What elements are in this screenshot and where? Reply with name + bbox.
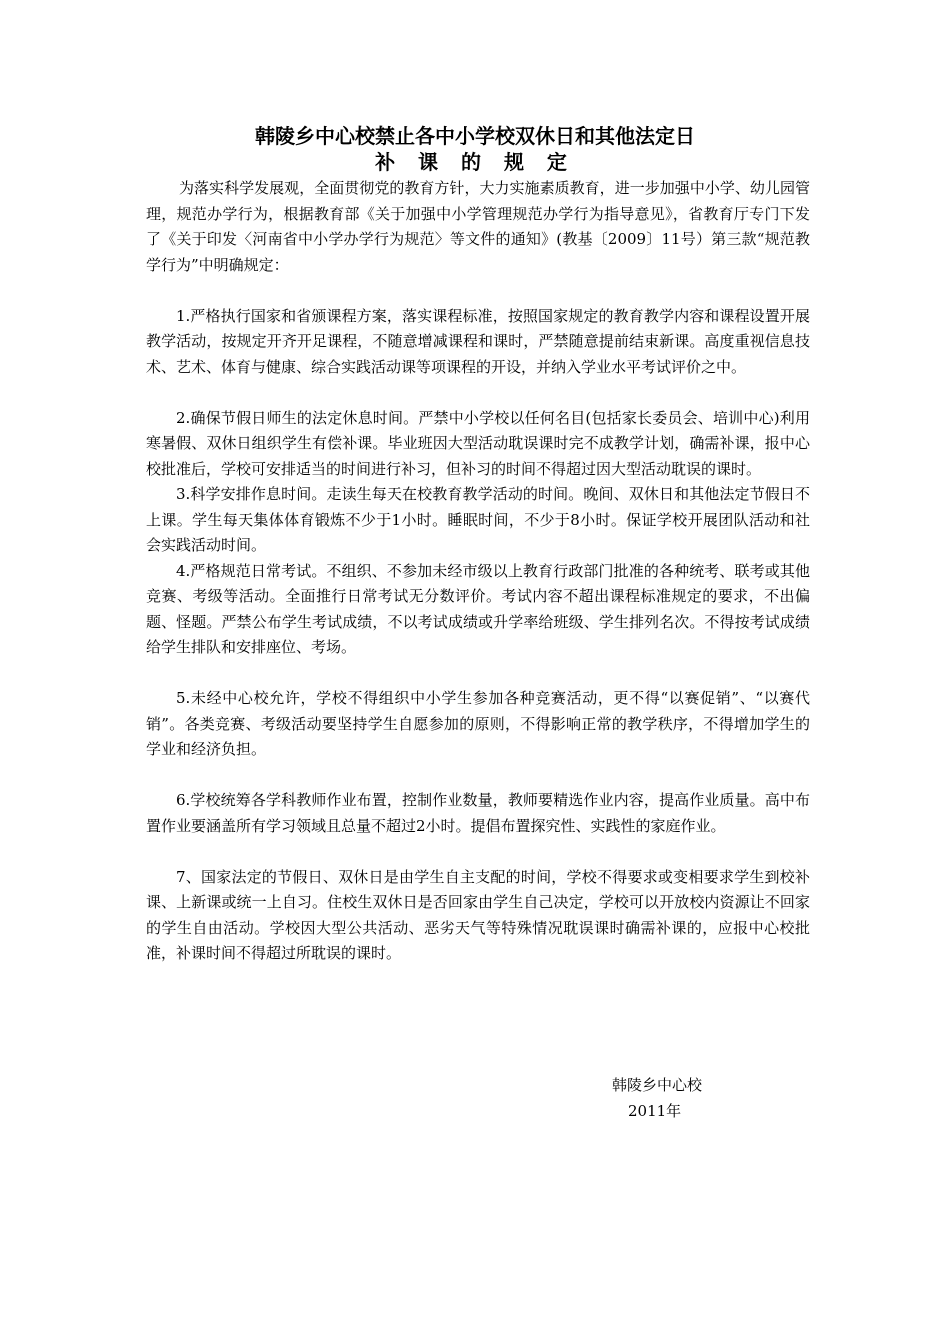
signature-year: 2011年 [628, 1102, 682, 1120]
rule-3-paragraph: 3.科学安排作息时间。走读生每天在校教育教学活动的时间。晚间、双休日和其他法定节假日不上课。学生每天集体体育锻炼不少于1小时。睡眠时间，不少于8小时。保证学校开展团队活动和社会实践活动时间。 [146, 485, 810, 554]
document-title: 韩陵乡中心校禁止各中小学校双休日和其他法定日 [255, 124, 695, 148]
rule-4-paragraph: 4.严格规范日常考试。不组织、不参加未经市级以上教育行政部门批准的各种统考、联考或其他竞赛、考级等活动。全面推行日常考试无分数评价。考试内容不超出课程标准规定的要求，不出偏题、怪题。严禁公布学生考试成绩，不以考试成绩或升学率给班级、学生排列名次。不得按考试成绩给学生排队和安排座位、考场。 [146, 561, 810, 656]
rule-1-paragraph: 1.严格执行国家和省颁课程方案，落实课程标准，按照国家规定的教育教学内容和课程设置开展教学活动，按规定开齐开足课程，不随意增减课程和课时，严禁随意提前结束新课。高度重视信息技术、艺术、体育与健康、综合实践活动课等项课程的开设，并纳入学业水平考试评价之中。 [146, 306, 810, 376]
rule-5-paragraph: 5.未经中心校允许，学校不得组织中小学生参加各种竞赛活动，更不得“以赛促销”、“以赛代销”。各类竞赛、考级活动要坚持学生自愿参加的原则，不得影响正常的教学秩序，不得增加学生的学业和经济负担。 [146, 689, 810, 758]
signature-organization: 韩陵乡中心校 [612, 1076, 703, 1094]
paragraph-gap [146, 278, 810, 304]
document-subtitle: 补 课 的 规 定 [375, 150, 575, 174]
rule-6-paragraph: 6.学校统筹各学科教师作业布置，控制作业数量，教师要精选作业内容，提高作业质量。高中布置作业要涵盖所有学习领域且总量不超过2小时。提倡布置探究性、实践性的家庭作业。 [146, 791, 810, 835]
intro-paragraph: 为落实科学发展观，全面贯彻党的教育方针，大力实施素质教育，进一步加强中小学、幼儿园管理，规范办学行为，根据教育部《关于加强中小学管理规范办学行为指导意见》，省教育厅专门下发了《关于印发〈河南省中小学办学行为规范〉等文件的通知》(教基〔2009〕11号）第三款“规范教学行为”中明确规定： [146, 179, 810, 274]
paragraph-gap [146, 661, 810, 687]
paragraph-gap [146, 839, 810, 865]
rule-7-paragraph: 7、国家法定的节假日、双休日是由学生自主支配的时间，学校不得要求或变相要求学生到校补课、上新课或统一上自习。住校生双休日是否回家由学生自己决定，学校可以开放校内资源让不回家的学生自由活动。学校因大型公共活动、恶劣天气等特殊情况耽误课时确需补课的，应报中心校批准，补课时间不得超过所耽误的课时。 [146, 867, 810, 962]
document-body [146, 176, 810, 967]
rule-2-paragraph: 2.确保节假日师生的法定休息时间。严禁中小学校以任何名目(包括家长委员会、培训中心)利用寒暑假、双休日组织学生有偿补课。毕业班因大型活动耽误课时完不成教学计划，确需补课，报中心校批准后，学校可安排适当的时间进行补习，但补习的时间不得超过因大型活动耽误的课时。 [146, 408, 810, 478]
paragraph-gap [146, 380, 810, 406]
paragraph-gap [146, 763, 810, 789]
